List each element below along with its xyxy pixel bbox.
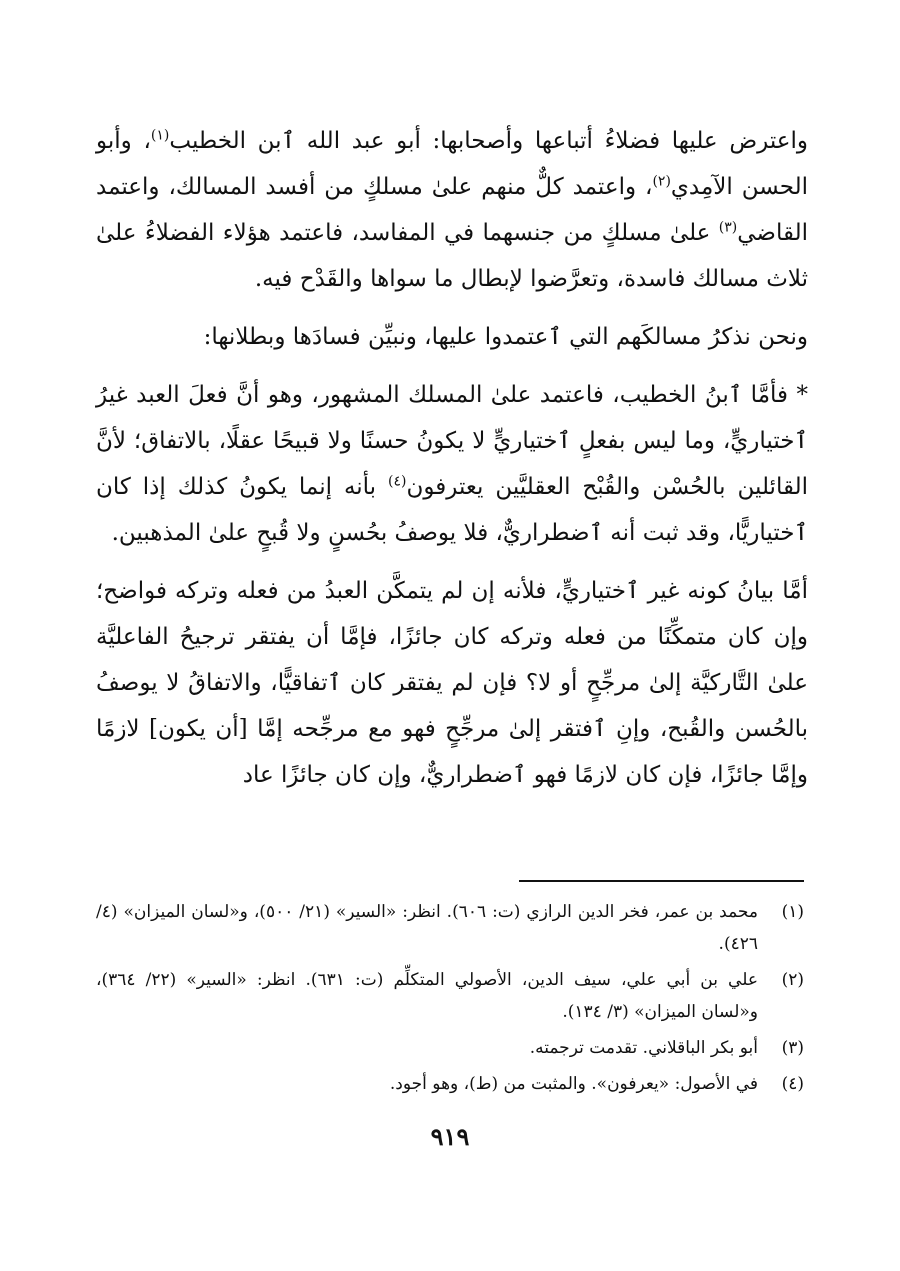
- footnote-text: علي بن أبي علي، سيف الدين، الأصولي المتكلِّم (ت: ٦٣١). انظر: «السير» (٢٢/ ٣٦٤)، و«لسان الميزان» (٣/ ١٣٤).: [96, 970, 759, 1022]
- footnote-number: (٣): [781, 1038, 804, 1058]
- footnote-divider: [519, 880, 804, 882]
- text-segment: أمَّا بيانُ كونه غير ٱختياريٍّ، فلأنه إن لم يتمكَّن العبدُ من فعله وتركه فواضح؛ وإن كان متمكِّنًا من فعله وتركه كان جائزًا، فإمَّا أن يفتقر ترجيحُ الفاعليَّة علىٰ التَّاركيَّة إلىٰ مرجِّحٍ أو لا؟ فإن لم يفتقر كان ٱتفاقيًّا، والاتفاقُ لا يوصفُ بالحُسن والقُبح، وإنِ ٱفتقر إلىٰ مرجِّحٍ فهو مع مرجِّحه إمَّا [أن يكون] لازمًا وإمَّا جائزًا، فإن كان لازمًا فهو ٱضطراريٌّ، وإن كان جائزًا عاد: [96, 578, 808, 788]
- footnote-number: (٤): [781, 1074, 804, 1094]
- page-number: ٩١٩: [430, 1122, 470, 1151]
- paragraph: [96, 118, 808, 302]
- text-segment: * فأمَّا ٱبنُ الخطيب، فاعتمد علىٰ المسلك المشهور، وهو أنَّ فعلَ العبد غيرُ ٱختياريٍّ، وما ليس بفعلٍ ٱختياريٍّ لا يكونُ حسنًا ولا قبيحًا عقلًا، بالاتفاق؛ لأنَّ القائلين بالحُسْن والقُبْح العقليَّين يعترفون: [96, 382, 808, 500]
- footnote-text: أبو بكر الباقلاني. تقدمت ترجمته.: [529, 1038, 758, 1058]
- paragraph: [96, 314, 808, 360]
- main-text: [96, 118, 808, 798]
- paragraph: [96, 568, 808, 798]
- footnote: [96, 896, 804, 960]
- footnote-text: محمد بن عمر، فخر الدين الرازي (ت: ٦٠٦). انظر: «السير» (٢١/ ٥٠٠)، و«لسان الميزان» (٤/ ٤٢٦).: [96, 902, 758, 954]
- paragraph: [96, 372, 808, 556]
- text-segment: ، واعتمد كلٌّ منهم علىٰ مسلكٍ من أفسد المسالك، واعتمد القاضي: [96, 174, 808, 246]
- footnote-number: (١): [781, 902, 804, 922]
- footnote-text: في الأصول: «يعرفون». والمثبت من (ط)، وهو أجود.: [389, 1074, 758, 1094]
- text-segment: واعترض عليها فضلاءُ أتباعها وأصحابها: أبو عبد الله ٱبن الخطيب: [169, 128, 808, 154]
- footnote: [96, 1032, 804, 1064]
- footnote-reference[interactable]: (٣): [718, 219, 738, 236]
- footnote: [96, 1068, 804, 1100]
- footnotes: [96, 896, 804, 1104]
- footnote-reference[interactable]: (٢): [652, 173, 671, 190]
- footnote-reference[interactable]: (٤): [388, 473, 407, 490]
- text-segment: علىٰ مسلكٍ من جنسهما في المفاسد، فاعتمد هؤلاء الفضلاءُ علىٰ ثلاث مسالك فاسدة، وتعرَّضوا لإبطال ما سواها والقَدْح فيه.: [96, 220, 808, 292]
- text-segment: ، وأبو الحسن الآمِدي: [96, 128, 808, 200]
- footnote: [96, 964, 804, 1028]
- footnote-number: (٢): [781, 970, 804, 990]
- text-segment: بأنه إنما يكونُ كذلك إذا كان ٱختياريًّا، وقد ثبت أنه ٱضطراريٌّ، فلا يوصفُ بحُسنٍ ولا قُبحٍ علىٰ المذهبين.: [96, 474, 808, 546]
- text-segment: ونحن نذكرُ مسالكَهم التي ٱعتمدوا عليها، ونبيِّن فسادَها وبطلانها:: [203, 324, 808, 350]
- footnote-reference[interactable]: (١): [150, 127, 170, 144]
